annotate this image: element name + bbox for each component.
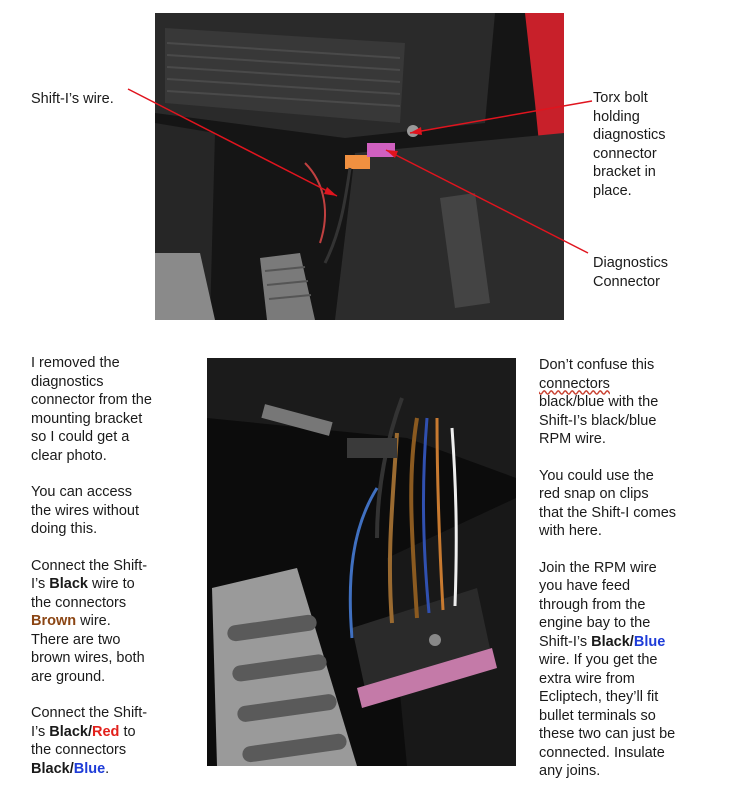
torx-line: place. <box>593 182 632 199</box>
label-shift-wire <box>31 90 114 109</box>
top-photo-footwell <box>155 13 564 320</box>
label-diagnostics-connector <box>593 254 668 291</box>
diag-line: Connector <box>593 273 660 290</box>
torx-line: holding <box>593 108 640 125</box>
torx-line: connector <box>593 145 657 162</box>
diag-line: Diagnostics <box>593 255 668 271</box>
torx-line: Torx bolt <box>593 90 648 106</box>
label-shift-wire-text: Shift-I’s wire. <box>31 91 114 107</box>
note-connect-black-red: Connect the Shift- I’s Black/Red to the connectors Black/Blue. <box>31 705 148 777</box>
note-join-rpm-wire: Join the RPM wire you have feed through from the engine bay to the Shift-I’s Black/Blue wire. If you get the extra wire from Ecliptech, they’ll fit bullet terminals so these two can just be connected. Insulate any joins. <box>539 559 676 779</box>
torx-line: diagnostics <box>593 127 666 143</box>
note-access-wires: You can access the wires without doing this. <box>31 484 139 537</box>
note-dont-confuse: Don’t confuse this connectors black/blue with the Shift-I’s black/blue RPM wire. <box>539 357 659 447</box>
note-connect-black-to-brown: Connect the Shift- I’s Black wire to the connectors Brown wire. There are two brown wires, both are ground. <box>31 557 148 685</box>
left-column-notes <box>31 354 201 796</box>
right-column-notes <box>539 356 729 799</box>
bottom-photo-connector-wires <box>207 358 516 766</box>
note-red-snap-clips: You could use the red snap on clips that the Shift-I comes with here. <box>539 467 677 539</box>
label-torx-bolt <box>593 89 666 200</box>
note-removed-connector: I removed the diagnostics connector from the mounting bracket so I could get a clear photo. <box>31 355 152 464</box>
torx-line: bracket in <box>593 164 656 180</box>
